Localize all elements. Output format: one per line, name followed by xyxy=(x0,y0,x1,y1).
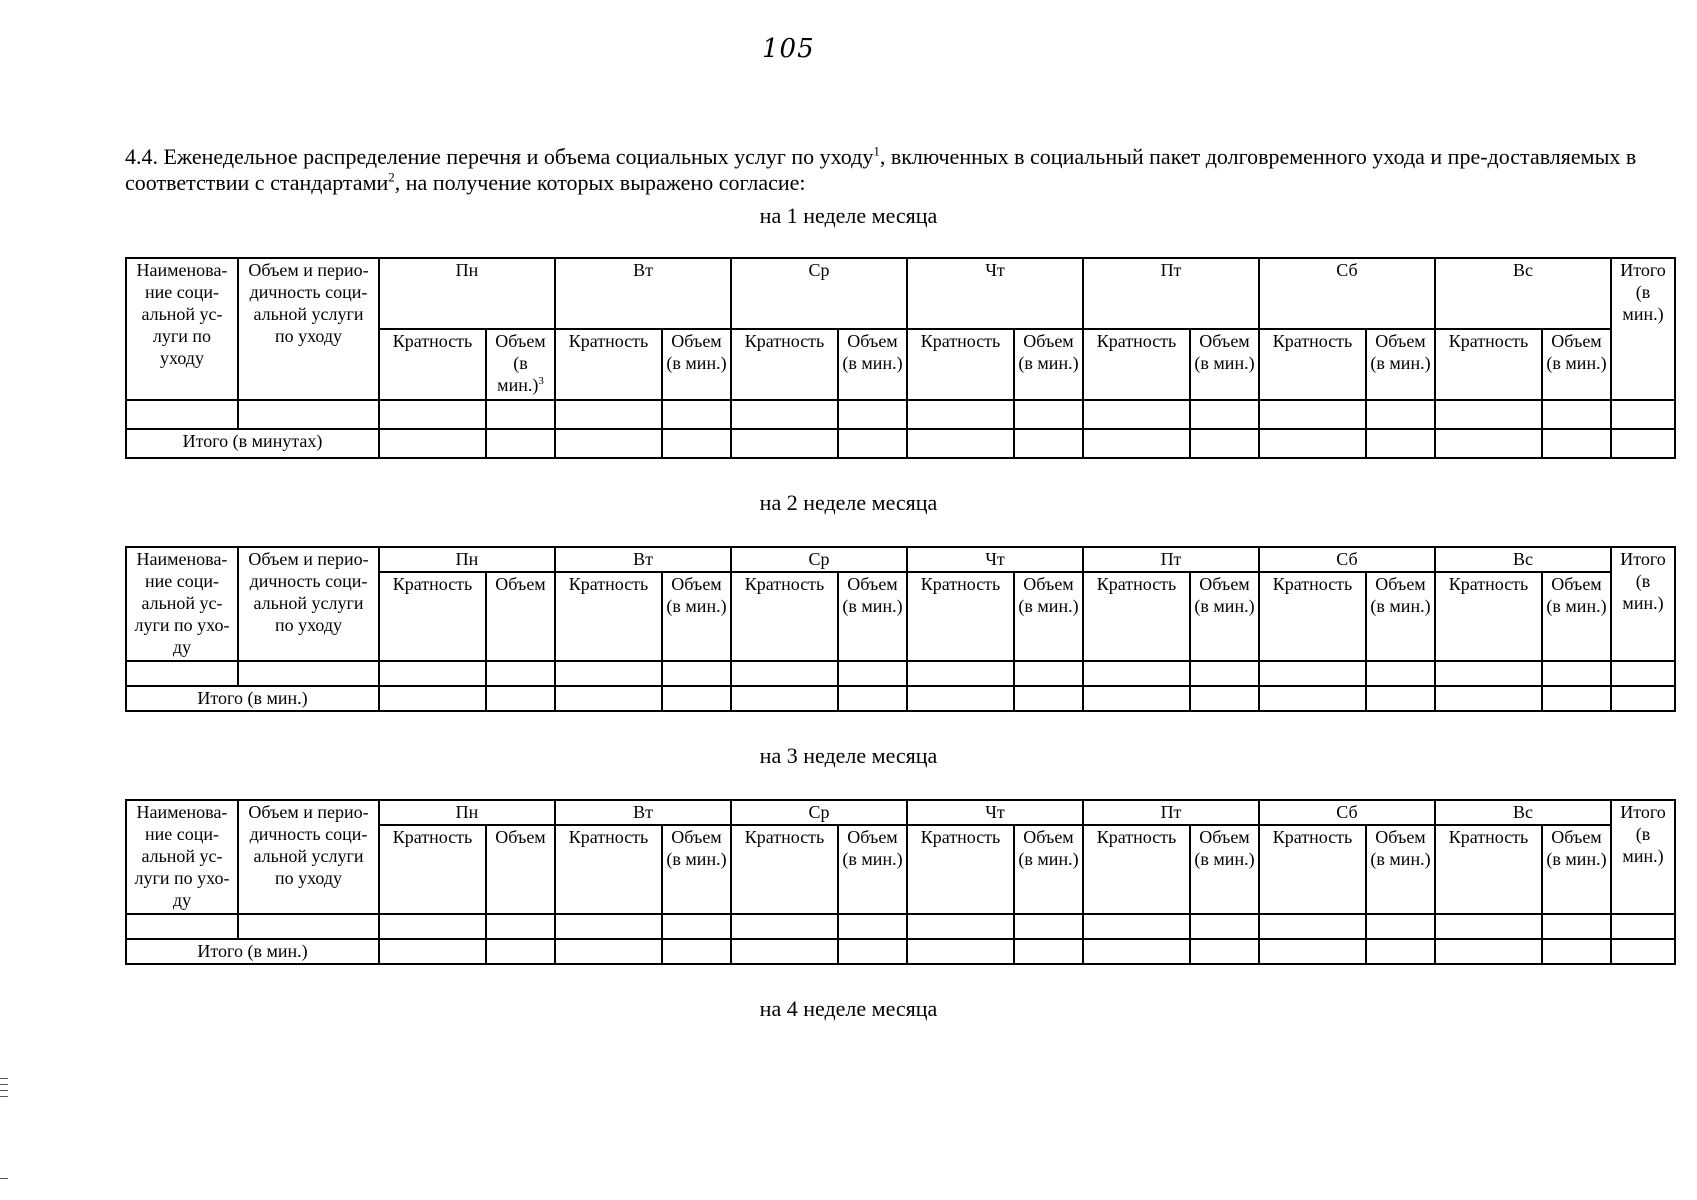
empty-cell[interactable] xyxy=(1014,686,1083,711)
empty-cell[interactable] xyxy=(1014,429,1083,458)
empty-cell[interactable] xyxy=(1435,686,1542,711)
empty-cell[interactable] xyxy=(907,429,1014,458)
empty-cell[interactable] xyxy=(555,429,662,458)
subheader-count: Кратность xyxy=(1083,825,1190,914)
header-day: Сб xyxy=(1259,547,1435,572)
empty-cell[interactable] xyxy=(1542,939,1611,964)
empty-cell[interactable] xyxy=(1366,686,1435,711)
subheader-volume: Объем (в мин.) xyxy=(1542,329,1611,400)
empty-cell[interactable] xyxy=(1014,400,1083,429)
header-day: Пн xyxy=(379,547,555,572)
header-day: Вс xyxy=(1435,258,1611,329)
empty-cell[interactable] xyxy=(486,400,555,429)
empty-cell[interactable] xyxy=(838,400,907,429)
empty-cell[interactable] xyxy=(907,686,1014,711)
empty-cell[interactable] xyxy=(486,661,555,686)
empty-cell[interactable] xyxy=(1190,939,1259,964)
empty-cell[interactable] xyxy=(1435,914,1542,939)
week-caption: на 4 неделе месяца xyxy=(759,996,938,1021)
header-day: Ср xyxy=(731,258,907,329)
subheader-count: Кратность xyxy=(1435,572,1542,661)
empty-cell[interactable] xyxy=(379,914,486,939)
total-row-label: Итого (в минутах) xyxy=(126,429,379,458)
header-day: Чт xyxy=(907,258,1083,329)
empty-cell[interactable] xyxy=(379,939,486,964)
table-row xyxy=(126,400,1675,429)
week-table xyxy=(125,546,1676,712)
subheader-count: Кратность xyxy=(731,329,838,400)
empty-cell[interactable] xyxy=(1611,686,1675,711)
empty-cell[interactable] xyxy=(1259,939,1366,964)
subheader-volume: Объем (в мин.) xyxy=(1190,572,1259,661)
empty-cell[interactable] xyxy=(838,939,907,964)
empty-cell[interactable] xyxy=(838,429,907,458)
subheader-count: Кратность xyxy=(379,329,486,400)
week-caption: на 2 неделе месяца xyxy=(759,490,938,515)
empty-cell[interactable] xyxy=(1259,400,1366,429)
header-volume-periodicity: Объем и перио-дичность соци-альной услуги по уходу xyxy=(238,800,379,914)
subheader-count: Кратность xyxy=(907,329,1014,400)
header-day: Ср xyxy=(731,547,907,572)
empty-cell[interactable] xyxy=(1542,914,1611,939)
subheader-volume: Объем (в мин.) xyxy=(1366,572,1435,661)
empty-cell[interactable] xyxy=(731,939,838,964)
empty-cell[interactable] xyxy=(1542,429,1611,458)
header-day: Пт xyxy=(1083,258,1259,329)
table-row xyxy=(126,914,1675,939)
empty-cell[interactable] xyxy=(1611,400,1675,429)
empty-cell[interactable] xyxy=(1611,429,1675,458)
subheader-count: Кратность xyxy=(379,825,486,914)
empty-cell[interactable] xyxy=(1366,914,1435,939)
subheader-count: Кратность xyxy=(907,572,1014,661)
empty-cell[interactable] xyxy=(907,939,1014,964)
section-heading xyxy=(125,144,1655,196)
empty-cell[interactable] xyxy=(838,661,907,686)
header-day: Чт xyxy=(907,547,1083,572)
total-row-label: Итого (в мин.) xyxy=(126,686,379,711)
total-row xyxy=(126,429,1675,458)
total-row-label: Итого (в мин.) xyxy=(126,939,379,964)
empty-cell[interactable] xyxy=(1014,939,1083,964)
empty-cell[interactable] xyxy=(486,914,555,939)
subheader-volume: Объем (в мин.) xyxy=(1014,825,1083,914)
empty-cell[interactable] xyxy=(662,914,731,939)
empty-cell[interactable] xyxy=(1083,400,1190,429)
subheader-count: Кратность xyxy=(1259,825,1366,914)
subheader-count: Кратность xyxy=(555,329,662,400)
footnote-ref: 1 xyxy=(873,143,880,159)
empty-cell[interactable] xyxy=(1083,939,1190,964)
subheader-count: Кратность xyxy=(1259,572,1366,661)
subheader-count: Кратность xyxy=(731,825,838,914)
header-volume-periodicity: Объем и перио-дичность соци-альной услуги по уходу xyxy=(238,547,379,661)
empty-cell[interactable] xyxy=(907,661,1014,686)
subheader-volume: Объем (в мин.) xyxy=(1366,825,1435,914)
empty-cell[interactable] xyxy=(1435,939,1542,964)
empty-cell[interactable] xyxy=(662,429,731,458)
subheader-volume: Объем (в мин.) xyxy=(662,825,731,914)
empty-cell[interactable] xyxy=(1435,400,1542,429)
subheader-count: Кратность xyxy=(1435,329,1542,400)
empty-cell[interactable] xyxy=(555,939,662,964)
subheader-count: Кратность xyxy=(1435,825,1542,914)
empty-cell[interactable] xyxy=(1435,661,1542,686)
subheader-volume: Объем (в мин.) xyxy=(1366,329,1435,400)
scan-mark xyxy=(0,1178,8,1179)
empty-cell[interactable] xyxy=(126,914,238,939)
subheader-volume: Объем (в мин.) xyxy=(1542,825,1611,914)
subheader-volume: Объем (в мин.) xyxy=(1190,825,1259,914)
header-total: Итого (в мин.) xyxy=(1611,258,1675,400)
heading-text: , включенных в социальный пакет долговременного ухода и пре-доставляемых в соответствии с стандартами xyxy=(125,144,1637,195)
header-day: Пн xyxy=(379,800,555,825)
subheader-volume: Объем (в мин.) xyxy=(662,329,731,400)
heading-text: , на получение которых выражено согласие: xyxy=(394,170,806,195)
empty-cell[interactable] xyxy=(1366,939,1435,964)
header-day: Пт xyxy=(1083,547,1259,572)
empty-cell[interactable] xyxy=(1611,939,1675,964)
empty-cell[interactable] xyxy=(1083,914,1190,939)
empty-cell[interactable] xyxy=(731,400,838,429)
subheader-volume: Объем (в мин.)$^3$ xyxy=(486,329,555,400)
empty-cell[interactable] xyxy=(662,400,731,429)
subheader-count: Кратность xyxy=(1259,329,1366,400)
empty-cell[interactable] xyxy=(1083,686,1190,711)
empty-cell[interactable] xyxy=(662,939,731,964)
header-service-name: Наименова-ние соци-альной ус-луги по ухо-ду xyxy=(126,547,238,661)
empty-cell[interactable] xyxy=(555,686,662,711)
footnote-ref: 3 xyxy=(538,375,544,387)
empty-cell[interactable] xyxy=(555,914,662,939)
empty-cell[interactable] xyxy=(555,661,662,686)
page-number: 105 xyxy=(762,34,815,64)
subheader-volume: Объем (в мин.) xyxy=(1190,329,1259,400)
header-total: Итого (в мин.) xyxy=(1611,800,1675,914)
header-day: Пн xyxy=(379,258,555,329)
empty-cell[interactable] xyxy=(907,400,1014,429)
empty-cell[interactable] xyxy=(838,686,907,711)
empty-cell[interactable] xyxy=(1542,661,1611,686)
empty-cell[interactable] xyxy=(1190,429,1259,458)
empty-cell[interactable] xyxy=(1611,914,1675,939)
empty-cell[interactable] xyxy=(731,914,838,939)
header-day: Вт xyxy=(555,547,731,572)
empty-cell[interactable] xyxy=(1190,661,1259,686)
header-service-name: Наименова-ние соци-альной ус-луги по уходу xyxy=(126,258,238,400)
subheader-count: Кратность xyxy=(555,572,662,661)
subheader-volume: Объем (в мин.) xyxy=(838,825,907,914)
empty-cell[interactable] xyxy=(1259,914,1366,939)
empty-cell[interactable] xyxy=(486,939,555,964)
subheader-volume: Объем (в мин.) xyxy=(1542,572,1611,661)
empty-cell[interactable] xyxy=(379,686,486,711)
empty-cell[interactable] xyxy=(731,661,838,686)
subheader-count: Кратность xyxy=(379,572,486,661)
empty-cell[interactable] xyxy=(238,661,379,686)
empty-cell[interactable] xyxy=(238,400,379,429)
subheader-volume: Объем (в мин.) xyxy=(1014,572,1083,661)
empty-cell[interactable] xyxy=(238,914,379,939)
subheader-volume: Объем (в мин.) xyxy=(1014,329,1083,400)
subheader-count: Кратность xyxy=(1083,329,1190,400)
empty-cell[interactable] xyxy=(379,429,486,458)
heading-text: 4.4. Еженедельное распределение перечня и объема социальных услуг по уходу xyxy=(125,144,874,169)
empty-cell[interactable] xyxy=(731,429,838,458)
empty-cell[interactable] xyxy=(1542,686,1611,711)
subheader-count: Кратность xyxy=(907,825,1014,914)
subheader-count: Кратность xyxy=(1083,572,1190,661)
empty-cell[interactable] xyxy=(486,686,555,711)
header-day: Вт xyxy=(555,258,731,329)
header-total: Итого (в мин.) xyxy=(1611,547,1675,661)
empty-cell[interactable] xyxy=(662,686,731,711)
subheader-volume: Объем (в мин.) xyxy=(838,572,907,661)
scan-mark xyxy=(0,1084,8,1085)
total-row xyxy=(126,939,1675,964)
empty-cell[interactable] xyxy=(1190,914,1259,939)
header-day: Вс xyxy=(1435,547,1611,572)
empty-cell[interactable] xyxy=(1435,429,1542,458)
empty-cell[interactable] xyxy=(731,686,838,711)
header-day: Чт xyxy=(907,800,1083,825)
header-day: Пт xyxy=(1083,800,1259,825)
header-day: Вт xyxy=(555,800,731,825)
empty-cell[interactable] xyxy=(1611,661,1675,686)
empty-cell[interactable] xyxy=(1190,400,1259,429)
empty-cell[interactable] xyxy=(1366,429,1435,458)
header-day: Ср xyxy=(731,800,907,825)
subheader-volume: Объем xyxy=(486,572,555,661)
week-table xyxy=(125,257,1676,459)
empty-cell[interactable] xyxy=(1190,686,1259,711)
week-table xyxy=(125,799,1676,965)
header-volume-periodicity: Объем и перио-дичность соци-альной услуги по уходу xyxy=(238,258,379,400)
empty-cell[interactable] xyxy=(1259,686,1366,711)
footnote-ref: 2 xyxy=(388,169,395,185)
week-caption: на 1 неделе месяца xyxy=(759,203,938,228)
empty-cell[interactable] xyxy=(838,914,907,939)
total-row xyxy=(126,686,1675,711)
empty-cell[interactable] xyxy=(1259,429,1366,458)
scan-mark xyxy=(0,1078,8,1079)
subheader-count: Кратность xyxy=(731,572,838,661)
empty-cell[interactable] xyxy=(126,661,238,686)
empty-cell[interactable] xyxy=(1083,429,1190,458)
empty-cell[interactable] xyxy=(555,400,662,429)
empty-cell[interactable] xyxy=(379,661,486,686)
empty-cell[interactable] xyxy=(379,400,486,429)
scan-mark xyxy=(0,1090,8,1091)
empty-cell[interactable] xyxy=(1366,661,1435,686)
header-day: Вс xyxy=(1435,800,1611,825)
empty-cell[interactable] xyxy=(1083,661,1190,686)
subheader-volume: Объем (в мин.) xyxy=(838,329,907,400)
week-caption: на 3 неделе месяца xyxy=(759,743,938,768)
subheader-count: Кратность xyxy=(555,825,662,914)
subheader-volume: Объем xyxy=(486,825,555,914)
empty-cell[interactable] xyxy=(1366,400,1435,429)
empty-cell[interactable] xyxy=(662,661,731,686)
empty-cell[interactable] xyxy=(907,914,1014,939)
empty-cell[interactable] xyxy=(1259,661,1366,686)
scan-mark xyxy=(0,1096,8,1097)
empty-cell[interactable] xyxy=(1014,661,1083,686)
table-row xyxy=(126,661,1675,686)
header-day: Сб xyxy=(1259,800,1435,825)
empty-cell[interactable] xyxy=(1014,914,1083,939)
subheader-volume: Объем (в мин.) xyxy=(662,572,731,661)
header-service-name: Наименова-ние соци-альной ус-луги по ухо-ду xyxy=(126,800,238,914)
empty-cell[interactable] xyxy=(486,429,555,458)
empty-cell[interactable] xyxy=(1542,400,1611,429)
header-day: Сб xyxy=(1259,258,1435,329)
empty-cell[interactable] xyxy=(126,400,238,429)
